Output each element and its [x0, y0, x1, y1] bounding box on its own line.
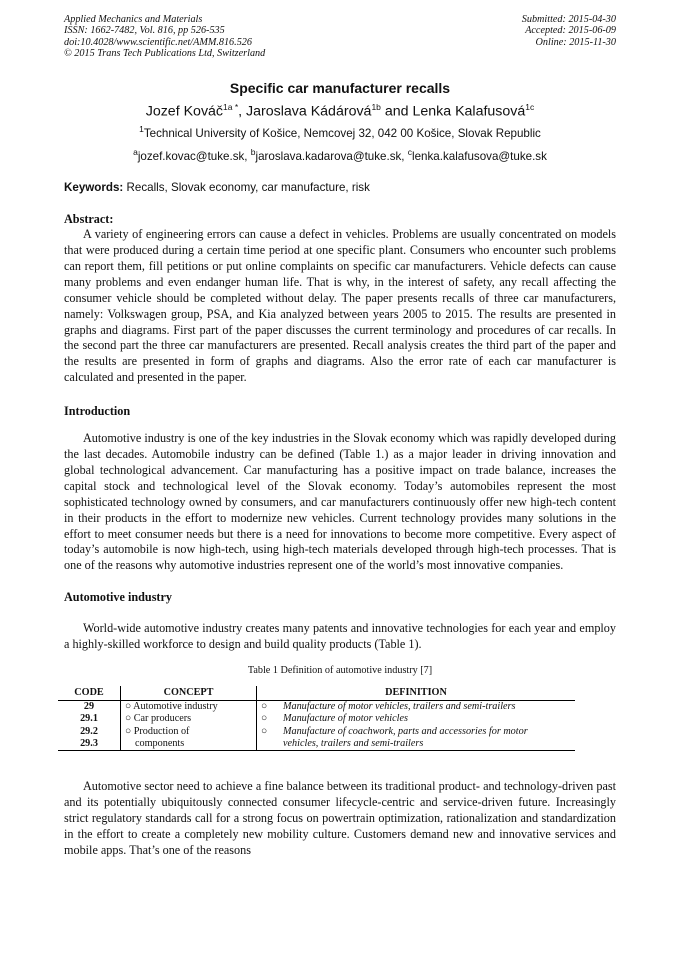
abstract-text: A variety of engineering errors can cause a defect in vehicles. Problems are usually concentrated on models that were produced during a certain time period at one specific plant. Consumers who encounter such problems can report them, fill petitions or put online complaints on specific car manufacturers. Vehicle defects can cause many problems and even endanger human life. That is why, in the interest of safety, any recall affecting the consumer vehicle should be completed without delay. The paper presents recalls of three car manufacturers, namely: Volkswagen group, PSA, and Kia analyzed between years 2005 to 2015. The results are presented in graphs and diagrams. First part of the paper discusses the current terminology and procedures of car recalls. In the second part the three car manufacturers are presented. Recall analysis creates the third part of the paper and the results are presented in form of graphs and diagrams. Also the error rate of each car manufacturer is calculated and presented in the paper.	[64, 227, 616, 385]
code-cell: 29	[58, 701, 121, 714]
author-marker: 1c	[525, 101, 535, 112]
column-header: CONCEPT	[121, 686, 257, 701]
introduction-text: Automotive industry is one of the key industries in the Slovak economy which was rapidly developed during the last decades. Automobile industry can be defined (Table 1.) as a major leader in driving innovation and global technological advancement. Car manufacturing has a positive impact on trade balance, increases the capital stock and technological level of the Slovak economy. Today’s automobiles represent the most sophisticated technology owned by consumers, and car manufacturers continuously offer new high-tech content in their products in the effort to modernize new vehicles. Current technology provides many solutions in the effort to meet consumer needs but there is a need for innovations to become more competitive. Every aspect of today’s automobile is now high-tech, using high-tech materials developed through high-tech processes. That is one of the reasons why automotive industries represent one of the world’s most innovative companies.	[64, 431, 616, 573]
date-submitted: Submitted: 2015-04-30	[521, 14, 616, 25]
author-list: Jozef Kováč$^{1a *}$, Jaroslava Kádárová$^{1b}$ and Lenka Kalafusová$^{1c}$	[145, 101, 535, 120]
author-emails	[64, 147, 616, 163]
definition-table	[58, 686, 575, 751]
automotive-text: World-wide automotive industry creates many patents and innovative technologies for each year and employ a highly-skilled workforce to design and build quality products (Table 1).	[64, 621, 616, 652]
affiliation	[64, 124, 616, 140]
closing-text: Automotive sector need to achieve a fine balance between its traditional product- and technology-driven past and its potentially ubiquitously connected consumer lifecycle-centric and service-driven future. Increasingly strict regulatory standards call for a strong focus on powertrain optimization, rationalization and standardization in the effort to create a completely new mobility culture. Customers demand new and innovative services and mobile apps. That’s one of the reasons	[64, 779, 616, 857]
table-caption: Table 1 Definition of automotive industry [7]	[247, 665, 433, 677]
concept-cell: ○ Car producers	[121, 713, 257, 725]
definition-text: Manufacture of coachwork, parts and accessories for motor	[283, 725, 528, 737]
code-cell: 29.2	[58, 726, 121, 738]
author-name: Jaroslava Kádárová	[246, 103, 372, 120]
definition-cell	[257, 738, 576, 751]
table-header-row	[58, 686, 575, 701]
definition-cell	[257, 726, 576, 738]
concept-cell: ○ Production of	[121, 726, 257, 738]
journal-issn: ISSN: 1662-7482, Vol. 816, pp 526-535	[64, 25, 225, 37]
keywords-label: Keywords:	[64, 181, 124, 195]
table-row	[58, 738, 575, 751]
paper-page	[64, 14, 616, 859]
keywords	[64, 181, 616, 194]
email-marker: b	[250, 147, 256, 158]
definition-text: Manufacture of motor vehicles, trailers and semi-trailers	[283, 701, 516, 713]
paper-title: Specific car manufacturer recalls	[229, 79, 451, 96]
publication-dates	[522, 14, 616, 60]
abstract-heading: Abstract:	[64, 212, 114, 227]
introduction-heading: Introduction	[64, 404, 131, 419]
definition-text: vehicles, trailers and semi-trailers	[283, 738, 424, 749]
code-cell: 29.3	[58, 738, 121, 751]
bullet: ○	[261, 701, 268, 713]
definition-cell	[257, 701, 576, 714]
journal-name: Applied Mechanics and Materials	[64, 14, 203, 25]
concept-cell: components	[121, 738, 257, 751]
column-header: CODE	[58, 686, 121, 701]
journal-info	[64, 14, 265, 60]
author-name: Lenka Kalafusová	[412, 103, 526, 120]
journal-doi: doi:10.4028/www.scientific.net/AMM.816.526	[64, 36, 252, 48]
keywords-text: Recalls, Slovak economy, car manufacture, risk	[126, 181, 370, 195]
affiliation-text: Technical University of Košice, Nemcovej 32, 042 00 Košice, Slovak Republic	[143, 127, 541, 141]
date-accepted: Accepted: 2015-06-09	[525, 25, 616, 37]
email-marker: a	[133, 147, 138, 158]
author-marker: 1a *	[223, 101, 239, 112]
email-link[interactable]: jozef.kovac@tuke.sk,	[137, 150, 248, 164]
email-marker: c	[407, 147, 413, 158]
affiliation-marker: 1	[139, 124, 144, 135]
table-row	[58, 701, 575, 714]
table-row	[58, 713, 575, 725]
email-link[interactable]: jaroslava.kadarova@tuke.sk,	[255, 150, 405, 164]
table-row	[58, 726, 575, 738]
definition-text: Manufacture of motor vehicles	[283, 713, 408, 725]
code-cell: 29.1	[58, 713, 121, 725]
journal-header	[64, 14, 616, 60]
journal-copyright: © 2015 Trans Tech Publications Ltd, Switzerland	[64, 48, 266, 60]
concept-cell: ○ Automotive industry	[121, 701, 257, 714]
automotive-heading: Automotive industry	[64, 590, 172, 605]
column-header: DEFINITION	[257, 686, 576, 701]
author-name: Jozef Kováč	[145, 103, 224, 120]
bullet: ○	[261, 713, 268, 725]
date-online: Online: 2015-11-30	[535, 36, 616, 48]
definition-cell	[257, 713, 576, 725]
email-link[interactable]: lenka.kalafusova@tuke.sk	[412, 150, 547, 164]
bullet: ○	[261, 725, 268, 737]
author-marker: 1b	[371, 101, 381, 112]
